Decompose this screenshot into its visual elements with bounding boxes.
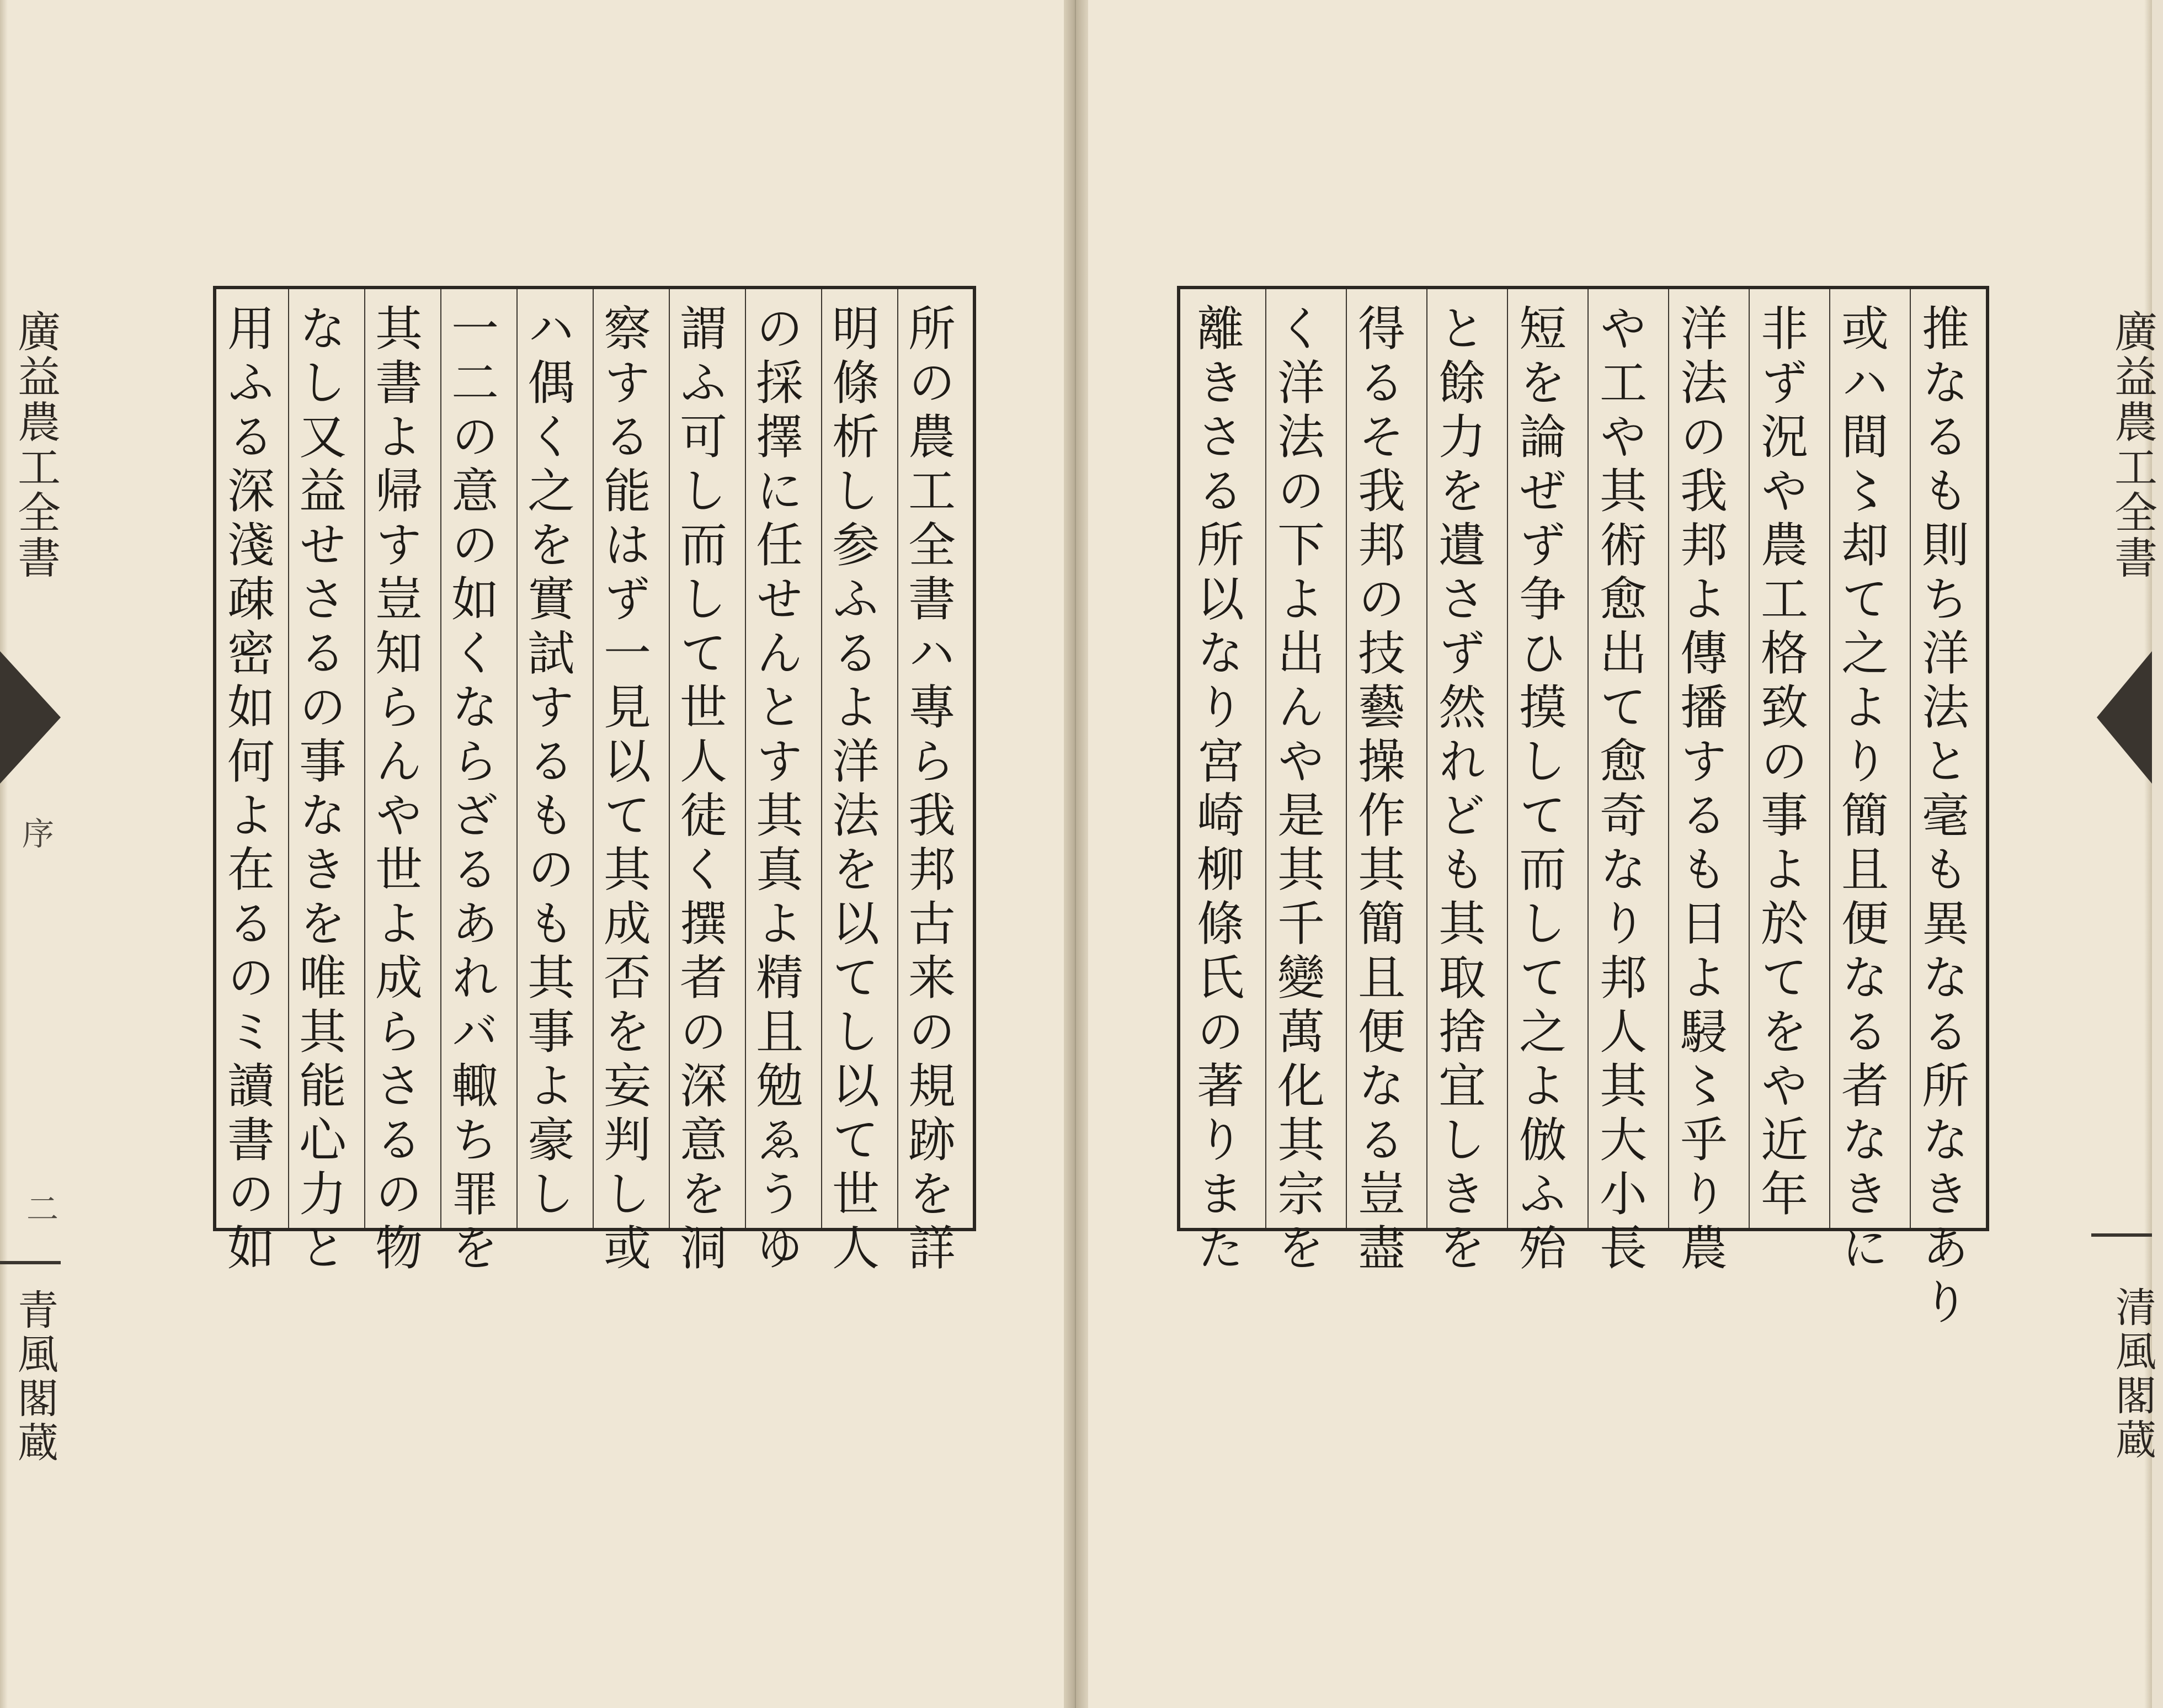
column-rule — [1507, 289, 1508, 1228]
gutter-fold-line — [1075, 0, 1076, 1708]
text-column-10: 離きさる所以なり宮崎柳條氏の著りまた — [1189, 304, 1244, 1277]
text-column-8: 得るそ我邦の技藝操作其簡且便なる豈盡 — [1350, 304, 1405, 1277]
text-column-2: 明條析し参ふるよ洋法を以てし以て世人 — [824, 304, 879, 1277]
column-rule — [364, 289, 365, 1228]
column-rule — [288, 289, 289, 1228]
column-rule — [897, 289, 898, 1228]
left-page — [0, 0, 1064, 1708]
text-column-7: 一二の意の如くならざるあれバ輙ち罪を — [443, 304, 498, 1277]
column-rule — [1910, 289, 1911, 1228]
column-rule — [821, 289, 822, 1228]
text-column-3: 非ず況や農工格致の事よ於てをや近年 — [1752, 304, 1808, 1223]
column-rule — [745, 289, 746, 1228]
text-column-4: 謂ふ可し而して世人徒く撰者の深意を洞 — [672, 304, 727, 1277]
column-rule — [1346, 289, 1347, 1228]
hanshin-divider-rule — [0, 1261, 61, 1264]
text-column-5: 察する能はず一見以て其成否を妄判し或 — [595, 304, 651, 1277]
column-rule — [440, 289, 441, 1228]
column-rule — [669, 289, 670, 1228]
text-column-10: 用ふる深淺疎密如何よ在るのミ讀書の如 — [219, 304, 274, 1277]
column-rule — [516, 289, 518, 1228]
column-rule — [1668, 289, 1669, 1228]
text-column-6: 短を論ぜず争ひ摸して而して之よ倣ふ殆 — [1511, 304, 1566, 1277]
hanshin-fish-tail-mark — [2097, 651, 2152, 784]
text-column-2: 或ハ間〻却て之より簡且便なる者なきに — [1833, 304, 1888, 1277]
margin-book-title: 廣益農工全書 — [2107, 309, 2157, 581]
text-column-3: の採擇に任せんとす其真よ精且勉ゑうゆ — [748, 304, 803, 1277]
text-column-1: 推なるも則ち洋法と毫も異なる所なきあり — [1914, 304, 1969, 1331]
hanshin-fish-tail-mark — [0, 651, 61, 784]
text-column-9: く洋法の下よ出んや是其千變萬化其宗を — [1269, 304, 1324, 1277]
text-column-9: なし又益せさるの事なきを唯其能心力と — [291, 304, 346, 1277]
column-rule — [1749, 289, 1750, 1228]
hanshin-divider-rule — [2091, 1233, 2152, 1237]
text-column-1: 所の農工全書ハ專ら我邦古来の規跡を詳 — [900, 304, 955, 1277]
column-rule — [1587, 289, 1589, 1228]
column-rule — [593, 289, 594, 1228]
book-gutter — [1064, 0, 1088, 1708]
text-column-8: 其書よ帰す豈知らんや世よ成らさるの物 — [367, 304, 422, 1277]
text-column-5: や工や其術愈出て愈奇なり邦人其大小長 — [1591, 304, 1647, 1277]
right-text-frame — [1177, 286, 1989, 1331]
margin-publisher: 清風閣蔵 — [2109, 1286, 2156, 1462]
column-rule — [1426, 289, 1427, 1228]
margin-book-title: 廣益農工全書 — [10, 309, 60, 581]
text-column-4: 洋法の我邦よ傳播するも日よ駸〻乎り農 — [1672, 304, 1727, 1277]
text-column-6: ハ偶く之を實試するものも其事よ豪し — [519, 304, 574, 1223]
right-page — [1088, 0, 2152, 1708]
margin-publisher: 青風閣蔵 — [11, 1289, 58, 1465]
margin-section-label: 序 — [17, 817, 54, 849]
margin-page-number: 二 — [21, 1192, 58, 1224]
text-column-7: と餘力を遺さず然れども其取捨宜しきを — [1430, 304, 1485, 1277]
column-rule — [1265, 289, 1266, 1228]
column-rule — [1829, 289, 1830, 1228]
left-text-frame — [213, 286, 976, 1277]
